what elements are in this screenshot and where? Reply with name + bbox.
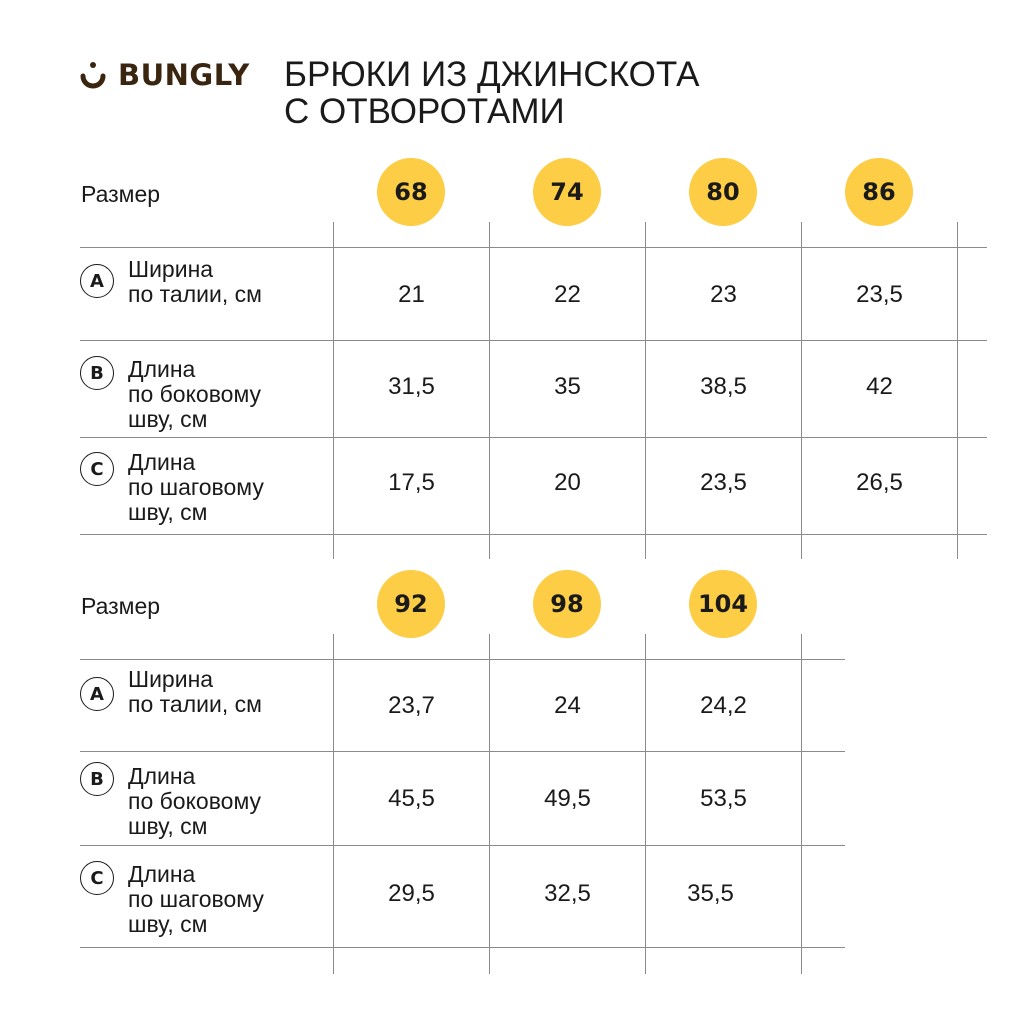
table-cell: 45,5 <box>388 785 435 812</box>
row-divider <box>80 947 845 948</box>
row-letter-c: C <box>80 861 114 895</box>
table-cell: 23,5 <box>700 469 747 496</box>
row-letter-a: A <box>80 264 114 298</box>
row-divider <box>80 751 845 752</box>
row-label-inseam-length: Длина по шаговому шву, см <box>128 449 264 525</box>
row-label-waist-width: Ширина по талии, см <box>128 666 262 717</box>
table-cell: 29,5 <box>388 880 435 907</box>
table-cell: 23,7 <box>388 692 435 719</box>
row-label-waist-width: Ширина по талии, см <box>128 256 262 307</box>
page-title <box>284 56 699 130</box>
column-divider <box>801 634 802 974</box>
row-divider <box>80 534 987 535</box>
row-divider <box>80 340 987 341</box>
size-label: Размер <box>81 181 161 207</box>
size-badge: 68 <box>377 158 445 226</box>
table-cell: 21 <box>398 281 425 308</box>
size-badge: 80 <box>689 158 757 226</box>
table-cell: 53,5 <box>700 785 747 812</box>
size-badge: 92 <box>377 570 445 638</box>
size-label: Размер <box>81 593 161 619</box>
table-cell: 23 <box>710 281 737 308</box>
table-cell: 31,5 <box>388 373 435 400</box>
row-letter-b: B <box>80 356 114 390</box>
table-cell: 24,2 <box>700 692 747 719</box>
table-cell: 22 <box>554 281 581 308</box>
row-divider <box>80 845 845 846</box>
row-letter-a: A <box>80 677 114 711</box>
table-cell: 35,5 <box>687 880 734 907</box>
size-badge: 104 <box>689 570 757 638</box>
brand-logo <box>80 58 250 92</box>
table-cell: 49,5 <box>544 785 591 812</box>
row-divider <box>80 659 845 660</box>
row-divider <box>80 247 987 248</box>
column-divider <box>957 222 958 559</box>
row-label-inseam-length: Длина по шаговому шву, см <box>128 861 264 937</box>
row-label-side-length: Длина по боковому шву, см <box>128 356 262 432</box>
size-badge: 74 <box>533 158 601 226</box>
table-cell: 32,5 <box>544 880 591 907</box>
title-line-2: С ОТВОРОТАМИ <box>284 92 565 131</box>
table-cell: 42 <box>866 373 893 400</box>
table-cell: 35 <box>554 373 581 400</box>
table-cell: 23,5 <box>856 281 903 308</box>
table-cell: 26,5 <box>856 469 903 496</box>
brand-name: BUNGLY <box>118 58 250 92</box>
size-badge: 98 <box>533 570 601 638</box>
row-divider <box>80 437 987 438</box>
size-badge: 86 <box>845 158 913 226</box>
table-cell: 38,5 <box>700 373 747 400</box>
logo-icon <box>80 60 106 90</box>
row-label-side-length: Длина по боковому шву, см <box>128 763 262 839</box>
table-cell: 17,5 <box>388 469 435 496</box>
row-letter-c: C <box>80 452 114 486</box>
table-cell: 20 <box>554 469 581 496</box>
row-letter-b: B <box>80 762 114 796</box>
title-line-1: БРЮКИ ИЗ ДЖИНСКОТА <box>284 55 700 94</box>
table-cell: 24 <box>554 692 581 719</box>
